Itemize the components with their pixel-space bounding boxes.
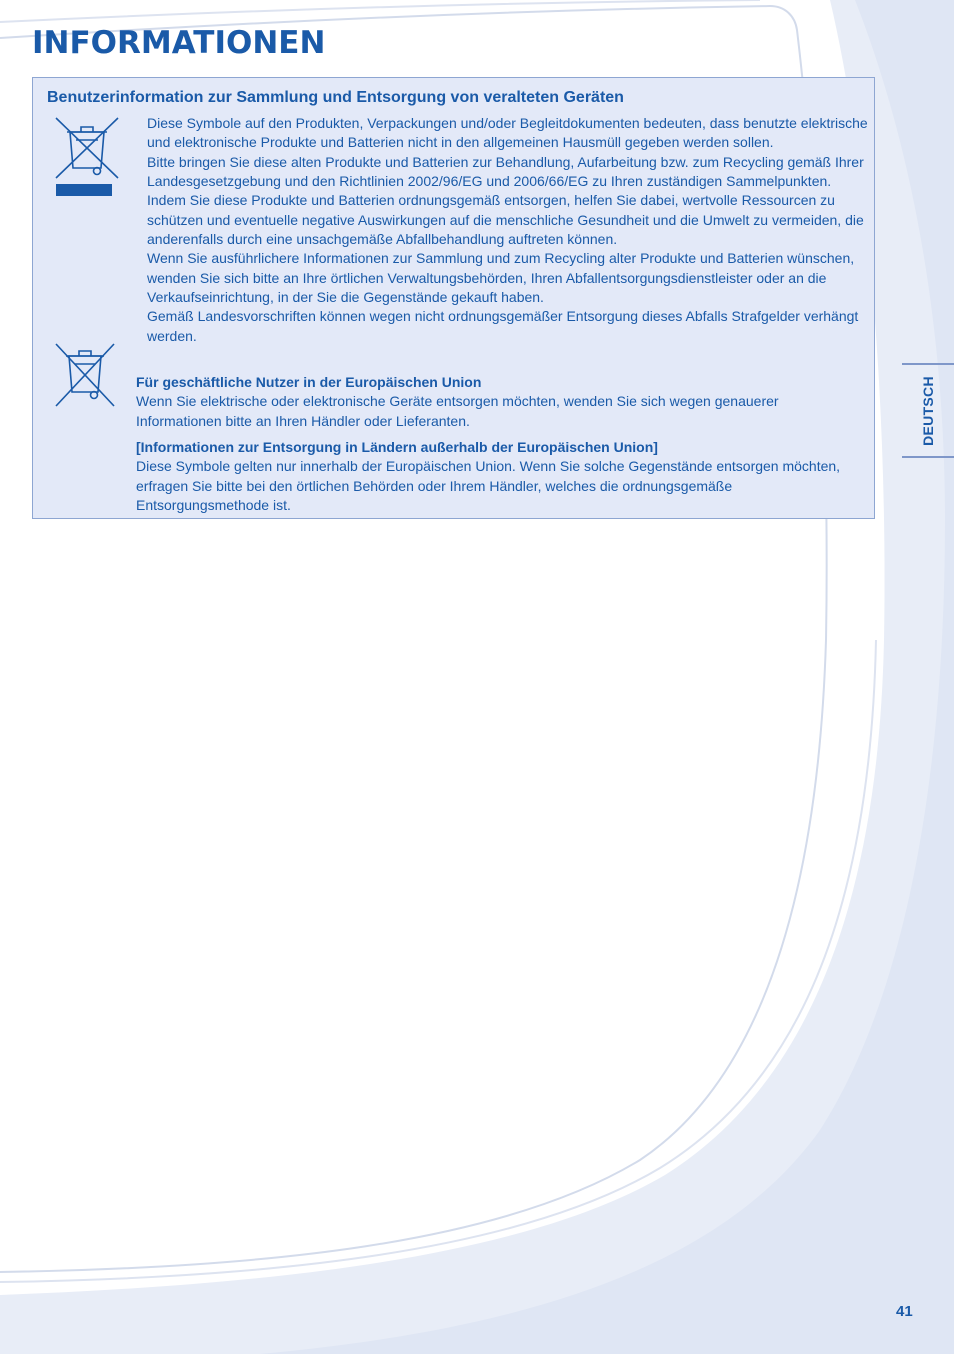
crossed-out-wheelie-bin-icon [54,116,120,200]
outside-eu-text: Diese Symbole gelten nur innerhalb der Europäischen Union. Wenn Sie solche Gegenstände entsorgen möchten, erfragen Sie bitte bei den örtlichen Behörden oder Ihrem Händler, welches die ordnungsgemäße Entsorgungsmethode ist. [136,458,841,514]
disposal-info-box [32,77,875,519]
info-paragraph: Indem Sie diese Produkte und Batterien ordnungsgemäß entsorgen, helfen Sie dabei, wertvolle Ressourcen zu schützen und eventuelle negative Auswirkungen auf die menschliche Gesundheit und die Umwelt zu vermeiden, die anderenfalls durch eine unsachgemäße Abfallbehandlung auftreten können. [147,192,864,248]
business-users-heading: Für geschäftliche Nutzer in der Europäischen Union [136,374,482,390]
language-side-tab [902,363,954,458]
info-paragraph: Wenn Sie ausführlichere Informationen zur Sammlung und zum Recycling alter Produkte und Batterien wünschen, wenden Sie sich bitte an Ihre örtlichen Verwaltungsbehörden, Ihren Abfallentsorgungsdienstleister oder an die Verkaufseinrichtung, in der Sie die Gegenstände gekauft haben. [147,250,855,306]
outside-eu-section [136,438,864,515]
business-users-section [136,373,864,431]
page-number: 41 [896,1303,913,1320]
info-box-heading: Benutzerinformation zur Sammlung und Entsorgung von veralteten Geräten [47,89,624,106]
info-paragraph: Diese Symbole auf den Produkten, Verpackungen und/oder Begleitdokumenten bedeuten, dass benutzte elektrische und elektronische Produkte und Batterien nicht in den allgemeinen Hausmüll gegeben werden sollen. [147,115,868,151]
outside-eu-heading: [Informationen zur Entsorgung in Ländern außerhalb der Europäischen Union] [136,439,658,455]
business-users-text: Wenn Sie elektrische oder elektronische Geräte entsorgen möchten, wenden Sie sich wegen genauerer Informationen bitte an Ihren Händler oder Lieferanten. [136,393,779,429]
page-title: INFORMATIONEN [32,25,326,61]
language-tab-label: DEUTSCH [920,375,936,446]
info-paragraph: Bitte bringen Sie diese alten Produkte und Batterien zur Behandlung, Aufarbeitung bzw. zum Recycling gemäß Ihrer Landesgesetzgebung und den Richtlinien 2002/96/EG und 2006/66/EG zu Ihren zuständigen Sammelpunkten. [147,153,864,190]
crossed-out-wheelie-bin-icon [54,342,116,410]
main-info-text [147,114,875,346]
info-paragraph: Gemäß Landesvorschriften können wegen nicht ordnungsgemäßer Entsorgung dieses Abfalls Strafgelder verhängt werden. [147,308,859,344]
